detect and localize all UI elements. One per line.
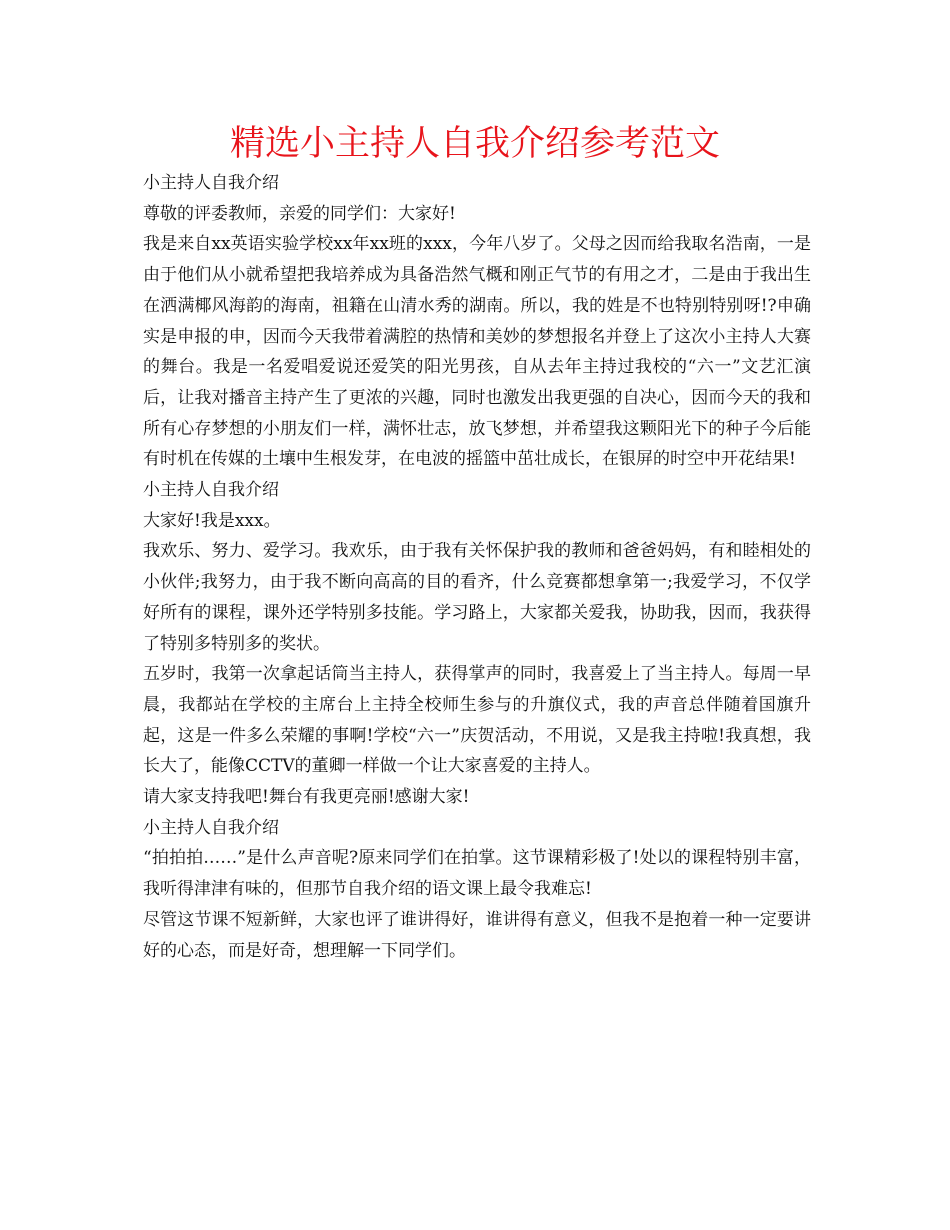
paragraph: 五岁时，我第一次拿起话筒当主持人，获得掌声的同时，我喜爱上了当主持人。每周一早晨，我都站在学校的主席台上主持全校师生参与的升旗仪式，我的声音总伴随着国旗升起，这是一件多么荣耀的事啊!学校“六一”庆贺活动，不用说，又是我主持啦!我真想，我长大了，能像CCTV的董卿一样做一个让大家喜爱的主持人。: [143, 664, 811, 777]
paragraph: 请大家支持我吧!舞台有我更亮丽!感谢大家!: [143, 787, 470, 808]
document-body: [143, 168, 811, 966]
section-heading: 小主持人自我介绍: [143, 480, 279, 501]
paragraph: 我是来自xx英语实验学校xx年xx班的xxx，今年八岁了。父母之因而给我取名浩南，一是由于他们从小就希望把我培养成为具备浩然气概和刚正气节的有用之才，二是由于我出生在洒满椰风海韵的海南，祖籍在山清水秀的湖南。所以，我的姓是不也特别特别呀!?申确实是申报的申，因而今天我带着满腔的热情和美妙的梦想报名并登上了这次小主持人大赛的舞台。我是一名爱唱爱说还爱笑的阳光男孩，自从去年主持过我校的“六一”文艺汇演后，让我对播音主持产生了更浓的兴趣，同时也激发出我更强的自决心，因而今天的我和所有心存梦想的小朋友们一样，满怀壮志，放飞梦想，并希望我这颗阳光下的种子今后能有时机在传媒的土壤中生根发芽，在电波的摇篮中茁壮成长，在银屏的时空中开花结果!: [143, 234, 811, 470]
paragraph: 大家好!我是xxx。: [143, 510, 281, 531]
paragraph: 我欢乐、努力、爱学习。我欢乐，由于我有关怀保护我的教师和爸爸妈妈，有和睦相处的小伙伴;我努力，由于我不断向高高的目的看齐，什么竞赛都想拿第一;我爱学习，不仅学好所有的课程，课外还学特别多技能。学习路上，大家都关爱我，协助我，因而，我获得了特别多特别多的奖状。: [143, 541, 811, 654]
section-heading: 小主持人自我介绍: [143, 173, 279, 193]
paragraph: 尽管这节课不短新鲜，大家也评了谁讲得好，谁讲得有意义，但我不是抱着一种一定要讲好的心态，而是好奇，想理解一下同学们。: [143, 909, 811, 961]
section-heading: 小主持人自我介绍: [143, 817, 279, 838]
paragraph: “拍拍拍……”是什么声音呢?原来同学们在拍掌。这节课精彩极了!处以的课程特别丰富，我听得津津有味的，但那节自我介绍的语文课上最令我难忘!: [143, 848, 811, 900]
paragraph: 尊敬的评委教师，亲爱的同学们：大家好!: [143, 203, 456, 224]
document-title: 精选小主持人自我介绍参考范文: [229, 124, 720, 164]
